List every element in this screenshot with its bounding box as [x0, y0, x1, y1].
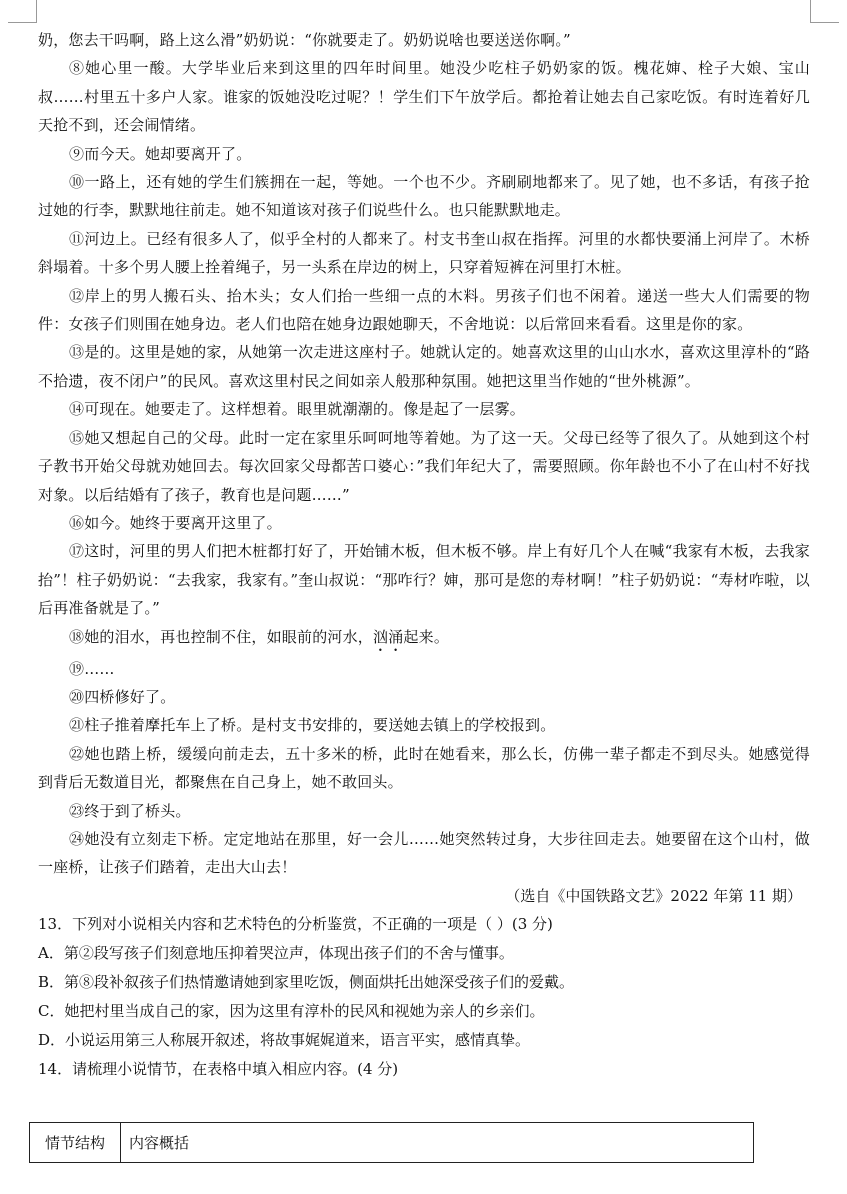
paragraph-21: ㉑柱子推着摩托车上了桥。是村支书安排的，要送她去镇上的学校报到。	[69, 716, 556, 735]
question-13-option-c: C．她把村里当成自己的家，因为这里有淳朴的民风和视她为亲人的乡亲们。	[38, 1002, 545, 1021]
table-header-plot-structure: 情节结构	[30, 1123, 121, 1163]
paragraph-23: ㉓终于到了桥头。	[69, 801, 191, 820]
crop-mark-right	[810, 0, 839, 23]
paragraph-8: ⑧她心里一酸。大学毕业后来到这里的四年时间里。她没少吃柱子奶奶家的饭。槐花婶、栓子大娘、宝山叔……村里五十多户人家。谁家的饭她没吃过呢？！学生们下午放学后。都抢着让她去自己家吃饭。有时连着好几天抢不到，还会闹情绪。	[38, 59, 810, 135]
question-13-option-d: D．小说运用第三人称展开叙述，将故事娓娓道来，语言平实，感情真挚。	[38, 1031, 531, 1050]
crop-mark-left	[8, 0, 37, 23]
paragraph-19: ⑲……	[69, 659, 115, 678]
question-13-option-a: A．第②段写孩子们刻意地压抑着哭泣声，体现出孩子们的不舍与懂事。	[38, 944, 514, 963]
paragraph-18-before: ⑱她的泪水，再也控制不住，如眼前的河水，	[69, 627, 374, 646]
source-citation: （选自《中国铁路文艺》2022 年第 11 期）	[505, 886, 802, 905]
paragraph-9: ⑨而今天。她却要离开了。	[69, 144, 252, 163]
paragraph-18-after: 起来。	[403, 627, 450, 646]
paragraph-intro: 奶，您去干吗啊，路上这么滑”奶奶说：“你就要走了。奶奶说啥也要送送你啊。”	[38, 31, 571, 49]
paragraph-14: ⑭可现在。她要走了。这样想着。眼里就潮潮的。像是起了一层雾。	[69, 400, 526, 419]
table-header-content-summary: 内容概括	[121, 1123, 754, 1163]
paragraph-22: ㉒她也踏上桥，缓缓向前走去，五十多米的桥，此时在她看来，那么长，仿佛一辈子都走不到尽头。她感觉得到背后无数道目光，都聚焦在自己身上，她不敢回头。	[38, 744, 810, 792]
question-13-option-b: B．第⑧段补叙孩子们热情邀请她到家里吃饭，侧面烘托出她深受孩子们的爱戴。	[38, 973, 575, 992]
paragraph-15: ⑮她又想起自己的父母。此时一定在家里乐呵呵地等着她。为了这一天。父母已经等了很久了。从她到这个村子教书开始父母就劝她回去。每次回家父母都苦口婆心：”我们年纪大了，需要照顾。你年龄也不小了在山村不好找对象。以后结婚有了孩子，教育也是问题……”	[38, 428, 810, 504]
paragraph-24: ㉔她没有立刻走下桥。定定地站在那里，好一会儿……她突然转过身，大步往回走去。她要留在这个山村，做一座桥，让孩子们踏着，走出大山去！	[38, 829, 810, 877]
paragraph-13: ⑬是的。这里是她的家，从她第一次走进这座村子。她就认定的。她喜欢这里的山山水水，喜欢这里淳朴的“路不拾遗，夜不闭户”的民风。喜欢这里村民之间如亲人般那种氛围。她把这里当作她的“世外桃源”。	[38, 343, 810, 390]
table-header-row	[30, 1123, 754, 1163]
emphasized-word: 汹涌	[373, 627, 404, 646]
paragraph-17: ⑰这时，河里的男人们把木桩都打好了，开始铺木板，但木板不够。岸上有好几个人在喊“我家有木板，去我家抬”！柱子奶奶说：“去我家，我家有。”奎山叔说：“那咋行？婶，那可是您的寿材啊！”柱子奶奶说：“寿材咋啦，以后再准备就是了。”	[38, 542, 810, 618]
question-14-stem: 14．请梳理小说情节，在表格中填入相应内容。(4 分)	[38, 1060, 399, 1079]
document-body	[38, 26, 810, 1084]
paragraph-12: ⑫岸上的男人搬石头、抬木头；女人们抬一些细一点的木料。男孩子们也不闲着。递送一些大人们需要的物件：女孩子们则围在她身边。老人们也陪在她身边跟她聊天，不舍地说：以后常回来看看。这里是你的家。	[38, 286, 810, 334]
paragraph-16: ⑯如今。她终于要离开这里了。	[69, 513, 282, 532]
paragraph-20: ⑳四桥修好了。	[69, 687, 176, 706]
paragraph-10: ⑩一路上，还有她的学生们簇拥在一起，等她。一个也不少。齐刷刷地都来了。见了她，也不多话，有孩子抢过她的行李，默默地往前走。她不知道该对孩子们说些什么。也只能默默地走。	[38, 173, 810, 220]
paragraph-18	[38, 623, 810, 655]
plot-structure-table	[29, 1122, 754, 1163]
question-13-stem: 13．下列对小说相关内容和艺术特色的分析鉴赏，不正确的一项是（ ）(3 分)	[38, 915, 553, 934]
paragraph-11: ⑪河边上。已经有很多人了，似乎全村的人都来了。村支书奎山叔在指挥。河里的水都快要涌上河岸了。木桥斜塌着。十多个男人腰上拴着绳子，另一头系在岸边的树上，只穿着短裤在河里打木桩。	[38, 229, 810, 277]
